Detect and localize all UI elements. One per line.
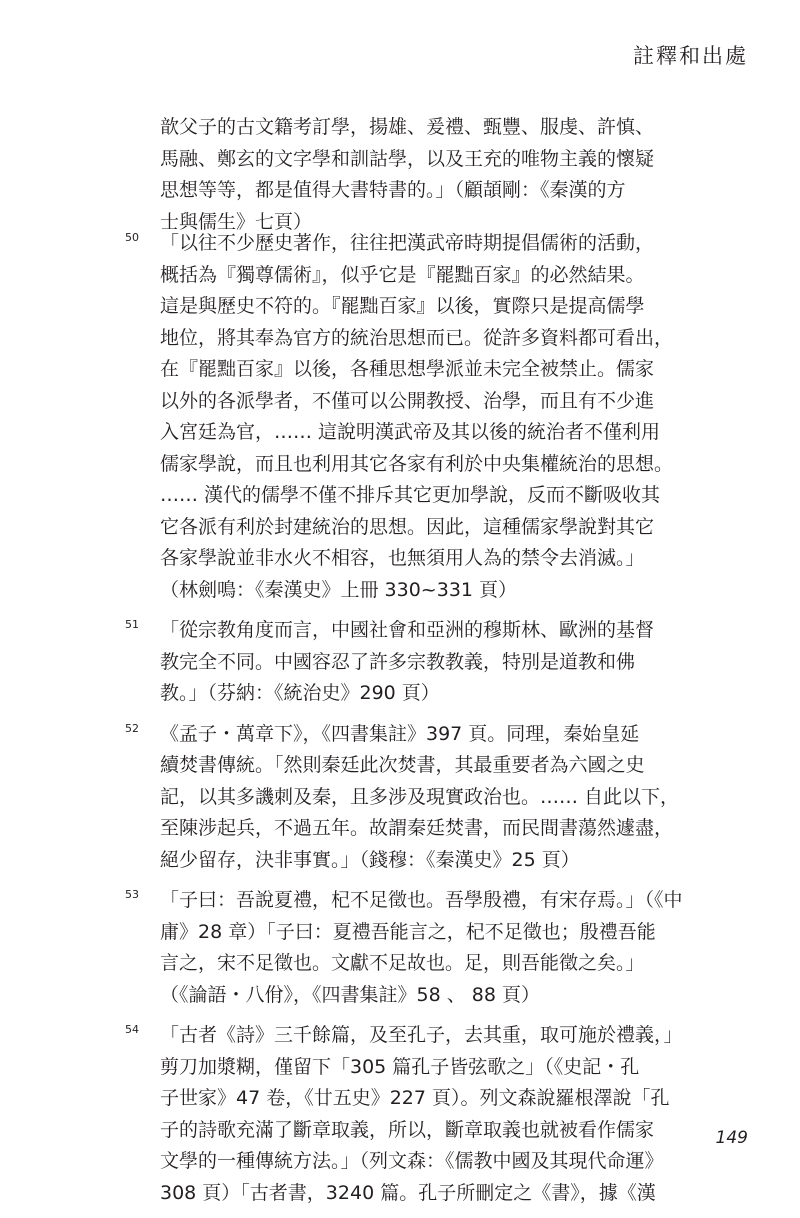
note-51 [0, 615, 800, 710]
text-line: 子的詩歌充滿了斷章取義，所以，斷章取義也就被看作儒家 [160, 1118, 655, 1141]
text-line: （《論語・八佾》，《四書集註》58 、 88 頁） [160, 983, 540, 1006]
note-body [160, 228, 700, 606]
text-line: 它各派有利於封建統治的思想。因此，這種儒家學說對其它 [160, 515, 655, 538]
text-line: 在『罷黜百家』以後，各種思想學派並未完全被禁止。儒家 [160, 358, 655, 380]
note-number: 52 [125, 721, 139, 735]
text-line: 至陳涉起兵，不過五年。故謂秦廷焚書，而民間書蕩然遽盡， [160, 817, 674, 839]
text-line: 馬融、鄭玄的文字學和訓詁學，以及王充的唯物主義的懷疑 [160, 147, 655, 170]
text-line: 庸》28 章）「子曰：夏禮吾能言之，杞不足徵也；殷禮吾能 [160, 920, 656, 943]
note-number: 53 [125, 888, 139, 901]
text-line: 絕少留存，決非事實。」（錢穆：《秦漢史》25 頁） [160, 848, 580, 871]
text-line: 續焚書傳統。「然則秦廷此次焚書，其最重要者為六國之史 [160, 754, 645, 776]
text-line: 思想等等，都是值得大書特書的。」（顧頡剛：《秦漢的方 [160, 179, 626, 201]
note-54 [0, 1020, 800, 1209]
page-number: 149 [715, 1128, 748, 1148]
text-line: 言之，宋不足徵也。文獻不足故也。足，則吾能徵之矣。」 [160, 952, 645, 974]
note-number: 54 [125, 1023, 139, 1036]
text-line: …… 漢代的儒學不僅不排斥其它更加學說，反而不斷吸收其 [160, 484, 661, 506]
running-header: 註釋和出處 [633, 44, 748, 68]
continued-note-text [160, 112, 700, 238]
note-number: 51 [125, 618, 139, 631]
text-line: 概括為『獨尊儒術』，似乎它是『罷黜百家』的必然結果。 [160, 263, 645, 286]
text-line: 「子曰：吾說夏禮，杞不足徵也。吾學殷禮，有宋存焉。」（《中 [160, 889, 683, 911]
text-line: 「古者《詩》三千餘篇，及至孔子，去其重，取可施於禮義，」 [160, 1024, 683, 1046]
note-53 [0, 885, 800, 1011]
text-line: 「從宗教角度而言，中國社會和亞洲的穆斯林、歐洲的基督 [160, 619, 655, 641]
text-line: 以外的各派學者，不僅可以公開教授、治學，而且有不少進 [160, 389, 655, 412]
note-52 [0, 719, 800, 877]
notes-list [0, 228, 800, 1218]
text-line: 入宮廷為官，…… 這說明漢武帝及其以後的統治者不僅利用 [160, 421, 661, 443]
text-line: 各家學說並非水火不相容，也無須用人為的禁令去消滅。」 [160, 547, 645, 569]
note-50 [0, 228, 800, 606]
note-body [160, 615, 700, 710]
text-line: 士與儒生》七頁） [160, 210, 313, 233]
text-line: 地位，將其奉為官方的統治思想而已。從許多資料都可看出， [160, 326, 674, 349]
text-line: 「以往不少歷史著作，往往把漢武帝時期提倡儒術的活動， [160, 232, 655, 254]
text-line: 記，以其多譏刺及秦，且多涉及現實政治也。…… 自此以下， [160, 785, 680, 808]
text-line: 308 頁）「古者書，3240 篇。孔子所刪定之《書》，據《漢 [160, 1181, 656, 1204]
note-body [160, 885, 700, 1011]
text-line: 教。」（芬納：《統治史》290 頁） [160, 682, 440, 704]
note-body [160, 1020, 700, 1209]
text-line: 這是與歷史不符的。『罷黜百家』以後，實際只是提高儒學 [160, 295, 645, 317]
text-line: 儒家學說，而且也利用其它各家有利於中央集權統治的思想。 [160, 452, 674, 475]
note-body [160, 719, 700, 877]
text-line: （林劍鳴：《秦漢史》上冊 330~331 頁） [160, 578, 518, 601]
text-line: 教完全不同。中國容忍了許多宗教教義，特別是道教和佛 [160, 650, 636, 673]
text-line: 子世家》47 卷，《廿五史》227 頁）。列文森說羅根澤說「孔 [160, 1087, 670, 1109]
text-line: 《孟子・萬章下》，《四書集註》397 頁。同理，秦始皇延 [160, 722, 640, 745]
note-number: 50 [125, 231, 139, 244]
text-line: 歆父子的古文籍考訂學，揚雄、爰禮、甄豐、服虔、許慎、 [160, 116, 655, 138]
text-line: 文學的一種傳統方法。」（列文森：《儒教中國及其現代命運》 [160, 1150, 664, 1172]
text-line: 剪刀加漿糊，僅留下「305 篇孔子皆弦歌之」（《史記・孔 [160, 1055, 640, 1078]
